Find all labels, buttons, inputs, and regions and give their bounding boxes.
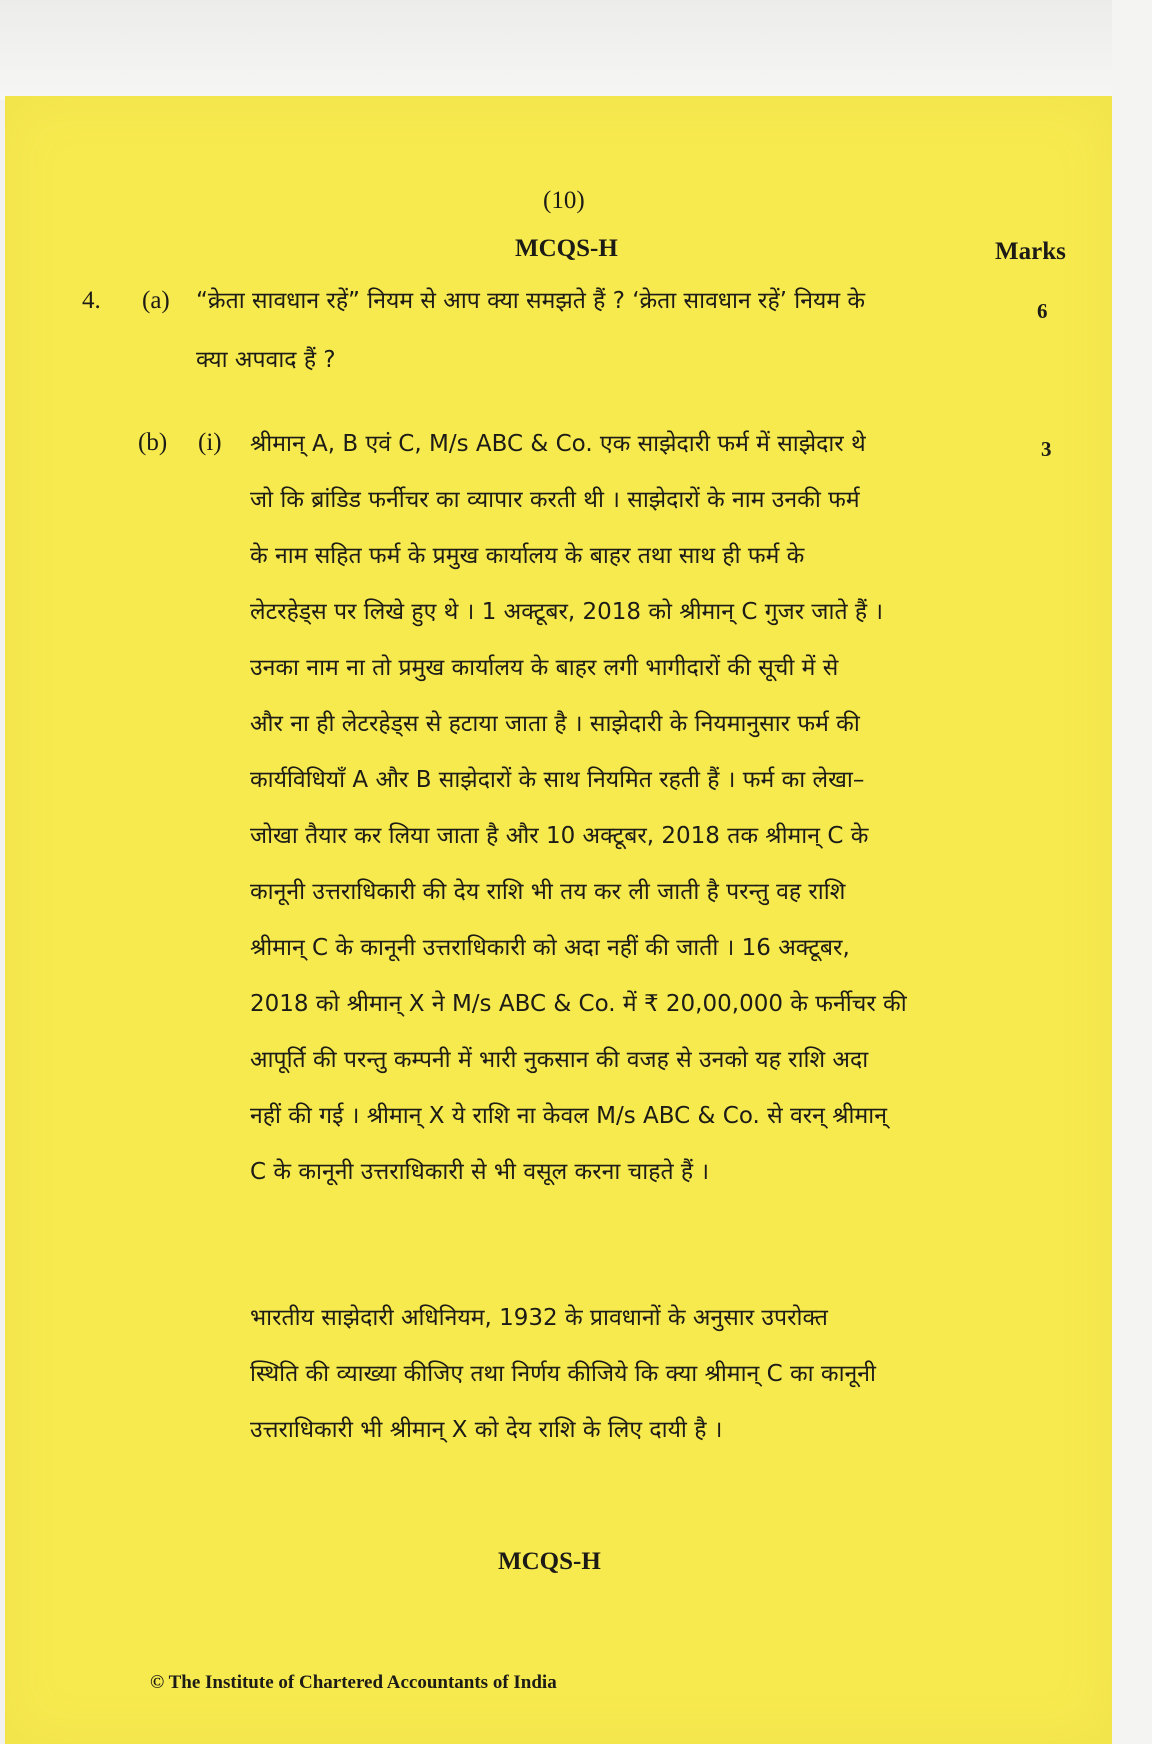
- case-facts-paragraph: [250, 416, 980, 1200]
- part-a-text-line-2: क्या अपवाद हैं ?: [196, 347, 336, 373]
- paragraph-line: कानूनी उत्तराधिकारी की देय राशि भी तय कर ली जाती है परन्तु वह राशि: [250, 879, 846, 905]
- copyright-notice: © The Institute of Chartered Accountants of India: [150, 1672, 557, 1693]
- part-a-text-line-1: “क्रेता सावधान रहें” नियम से आप क्या समझते हैं ? ‘क्रेता सावधान रहें’ नियम के: [196, 288, 866, 314]
- paragraph-line: लेटरहेड्स पर लिखे हुए थे । 1 अक्टूबर, 2018 को श्रीमान् C गुजर जाते हैं ।: [250, 599, 884, 625]
- paragraph-line: उनका नाम ना तो प्रमुख कार्यालय के बाहर लगी भागीदारों की सूची में से: [250, 655, 839, 681]
- paragraph-line: कार्यविधियाँ A और B साझेदारों के साथ नियमित रहती हैं । फर्म का लेखा–: [250, 767, 865, 793]
- paragraph-line: 2018 को श्रीमान् X ने M/s ABC & Co. में ₹ 20,00,000 के फर्नीचर की: [250, 991, 907, 1017]
- paper-code-header: MCQS-H: [515, 235, 618, 262]
- part-b-sub-label: (i): [198, 429, 222, 456]
- paragraph-line: श्रीमान् A, B एवं C, M/s ABC & Co. एक साझेदारी फर्म में साझेदार थे: [250, 431, 866, 457]
- paragraph-line: और ना ही लेटरहेड्स से हटाया जाता है । साझेदारी के नियमानुसार फर्म की: [250, 711, 860, 737]
- part-a-label: (a): [142, 287, 170, 314]
- part-b-marks: 3: [1041, 437, 1052, 461]
- paragraph-line: जो कि ब्रांडिड फर्नीचर का व्यापार करती थी । साझेदारों के नाम उनकी फर्म: [250, 487, 860, 513]
- marks-column-heading: Marks: [995, 238, 1066, 265]
- question-instruction-paragraph: [250, 1290, 980, 1458]
- paragraph-line: उत्तराधिकारी भी श्रीमान् X को देय राशि के लिए दायी है ।: [250, 1417, 723, 1443]
- paragraph-line: नहीं की गई । श्रीमान् X ये राशि ना केवल M/s ABC & Co. से वरन् श्रीमान्: [250, 1103, 887, 1129]
- paragraph-line: आपूर्ति की परन्तु कम्पनी में भारी नुकसान की वजह से उनको यह राशि अदा: [250, 1047, 869, 1073]
- scan-background-top: [0, 0, 1152, 100]
- paper-code-footer: MCQS-H: [498, 1548, 601, 1575]
- paragraph-line: श्रीमान् C के कानूनी उत्तराधिकारी को अदा नहीं की जाती । 16 अक्टूबर,: [250, 935, 850, 961]
- paragraph-line: C के कानूनी उत्तराधिकारी से भी वसूल करना चाहते हैं ।: [250, 1159, 710, 1185]
- question-number: 4.: [82, 287, 101, 314]
- paragraph-line: जोखा तैयार कर लिया जाता है और 10 अक्टूबर, 2018 तक श्रीमान् C के: [250, 823, 869, 849]
- paragraph-line: भारतीय साझेदारी अधिनियम, 1932 के प्रावधानों के अनुसार उपरोक्त: [250, 1305, 828, 1331]
- paragraph-line: के नाम सहित फर्म के प्रमुख कार्यालय के बाहर तथा साथ ही फर्म के: [250, 543, 805, 569]
- paragraph-line: स्थिति की व्याख्या कीजिए तथा निर्णय कीजिये कि क्या श्रीमान् C का कानूनी: [250, 1361, 877, 1387]
- scan-background-right: [1112, 0, 1152, 1744]
- part-a-marks: 6: [1037, 299, 1048, 323]
- part-b-label: (b): [138, 429, 168, 456]
- page-number: (10): [543, 187, 585, 214]
